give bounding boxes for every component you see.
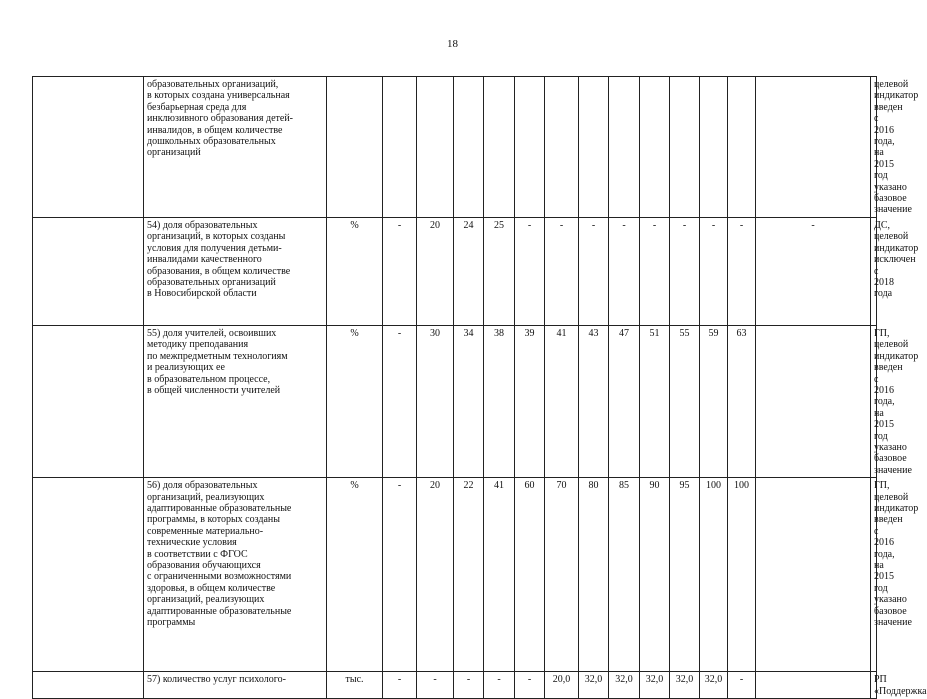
indicator-value — [417, 77, 454, 218]
indicator-value: 20 — [417, 478, 454, 672]
indicator-value — [545, 77, 579, 218]
indicator-value: - — [484, 672, 515, 699]
indicator-value: 32,0 — [670, 672, 700, 699]
indicator-value: 41 — [545, 325, 579, 477]
indicator-value: 39 — [515, 325, 545, 477]
indicator-value — [640, 77, 670, 218]
indicator-value — [609, 77, 640, 218]
indicator-value: 20 — [417, 217, 454, 325]
indicator-value: 32,0 — [609, 672, 640, 699]
indicator-value: 60 — [515, 478, 545, 672]
indicator-unit: % — [327, 478, 383, 672]
indicator-value — [454, 77, 484, 218]
indicator-value — [383, 77, 417, 218]
table-row — [33, 478, 877, 672]
indicator-value: - — [417, 672, 454, 699]
indicator-note: целевой индикатор введен с 2016 года, на 2015 год указано базовое значение — [871, 77, 877, 218]
indicator-note: ГП, целевой индикатор введен с 2016 года, на 2015 год указано базовое значение — [871, 325, 877, 477]
indicators-table — [32, 76, 927, 699]
indicator-value: - — [670, 217, 700, 325]
indicator-value: - — [700, 217, 728, 325]
indicator-value: - — [383, 672, 417, 699]
table-row — [33, 77, 877, 218]
indicator-value: 100 — [700, 478, 728, 672]
indicator-value: - — [579, 217, 609, 325]
table-row — [33, 325, 877, 477]
table-cell-section — [33, 217, 144, 325]
indicator-value: 30 — [417, 325, 454, 477]
indicator-value: - — [454, 672, 484, 699]
indicator-value — [756, 478, 871, 672]
indicator-value: - — [383, 478, 417, 672]
indicator-value: 70 — [545, 478, 579, 672]
page-number: 18 — [447, 38, 458, 50]
indicator-value: - — [640, 217, 670, 325]
indicator-value: 55 — [670, 325, 700, 477]
indicator-value: 32,0 — [700, 672, 728, 699]
indicator-value: 38 — [484, 325, 515, 477]
indicator-value: 100 — [728, 478, 756, 672]
indicator-name: 54) доля образовательных организаций, в которых созданы условия для получения детьми- инвалидами качественного образования, в общем количестве образовательных организаций в Новосибирской области — [144, 217, 327, 325]
indicator-value: 47 — [609, 325, 640, 477]
indicator-value: - — [383, 325, 417, 477]
indicator-value: 80 — [579, 478, 609, 672]
table-cell-section — [33, 672, 144, 699]
indicator-value — [728, 77, 756, 218]
indicator-value: 32,0 — [640, 672, 670, 699]
indicator-value: 34 — [454, 325, 484, 477]
indicator-name: 55) доля учителей, освоивших методику преподавания по межпредметным технологиям и реализующих ее в образовательном процессе, в общей численности учителей — [144, 325, 327, 477]
indicator-value — [756, 672, 871, 699]
indicator-value — [756, 77, 871, 218]
indicator-value: 22 — [454, 478, 484, 672]
indicator-value: - — [383, 217, 417, 325]
indicator-value: - — [728, 672, 756, 699]
table-row — [33, 217, 877, 325]
indicator-value — [579, 77, 609, 218]
indicator-unit: тыс. — [327, 672, 383, 699]
indicator-value: 32,0 — [579, 672, 609, 699]
indicator-value — [515, 77, 545, 218]
indicator-value: 95 — [670, 478, 700, 672]
table-row — [33, 672, 877, 699]
indicator-value: 41 — [484, 478, 515, 672]
indicator-name: образовательных организаций, в которых создана универсальная безбарьерная среда для инклюзивного образования детей- инвалидов, в общем количестве дошкольных образовательных организаций — [144, 77, 327, 218]
indicator-value: 85 — [609, 478, 640, 672]
indicator-unit: % — [327, 325, 383, 477]
indicator-value: 20,0 — [545, 672, 579, 699]
table-cell-section — [33, 478, 144, 672]
indicator-value: 43 — [579, 325, 609, 477]
indicator-value: - — [756, 217, 871, 325]
indicator-value: - — [515, 217, 545, 325]
indicator-value: - — [545, 217, 579, 325]
indicator-value — [670, 77, 700, 218]
indicator-note: РП «Поддержка — [871, 672, 877, 699]
indicator-value: 90 — [640, 478, 670, 672]
indicator-value: 63 — [728, 325, 756, 477]
indicator-value: - — [728, 217, 756, 325]
indicator-unit — [327, 77, 383, 218]
indicator-value: 59 — [700, 325, 728, 477]
indicator-note: ГП, целевой индикатор введен с 2016 года, на 2015 год указано базовое значение — [871, 478, 877, 672]
indicator-unit: % — [327, 217, 383, 325]
indicator-value — [484, 77, 515, 218]
indicator-value: 25 — [484, 217, 515, 325]
indicator-value: 24 — [454, 217, 484, 325]
indicator-value: - — [515, 672, 545, 699]
table-cell-section — [33, 77, 144, 218]
table-cell-section — [33, 325, 144, 477]
indicator-value — [700, 77, 728, 218]
indicator-value: 51 — [640, 325, 670, 477]
indicator-value: - — [609, 217, 640, 325]
indicator-name: 57) количество услуг психолого- — [144, 672, 327, 699]
indicator-value — [756, 325, 871, 477]
indicator-note: ДС, целевой индикатор исключен с 2018 года — [871, 217, 877, 325]
indicator-name: 56) доля образовательных организаций, реализующих адаптированные образовательные программы, в которых созданы современные материально- технические условия в соответствии с ФГОС образования обучающихся с ограниченными возможностями здоровья, в общем количестве организаций, реализующих адаптированные образовательные программы — [144, 478, 327, 672]
